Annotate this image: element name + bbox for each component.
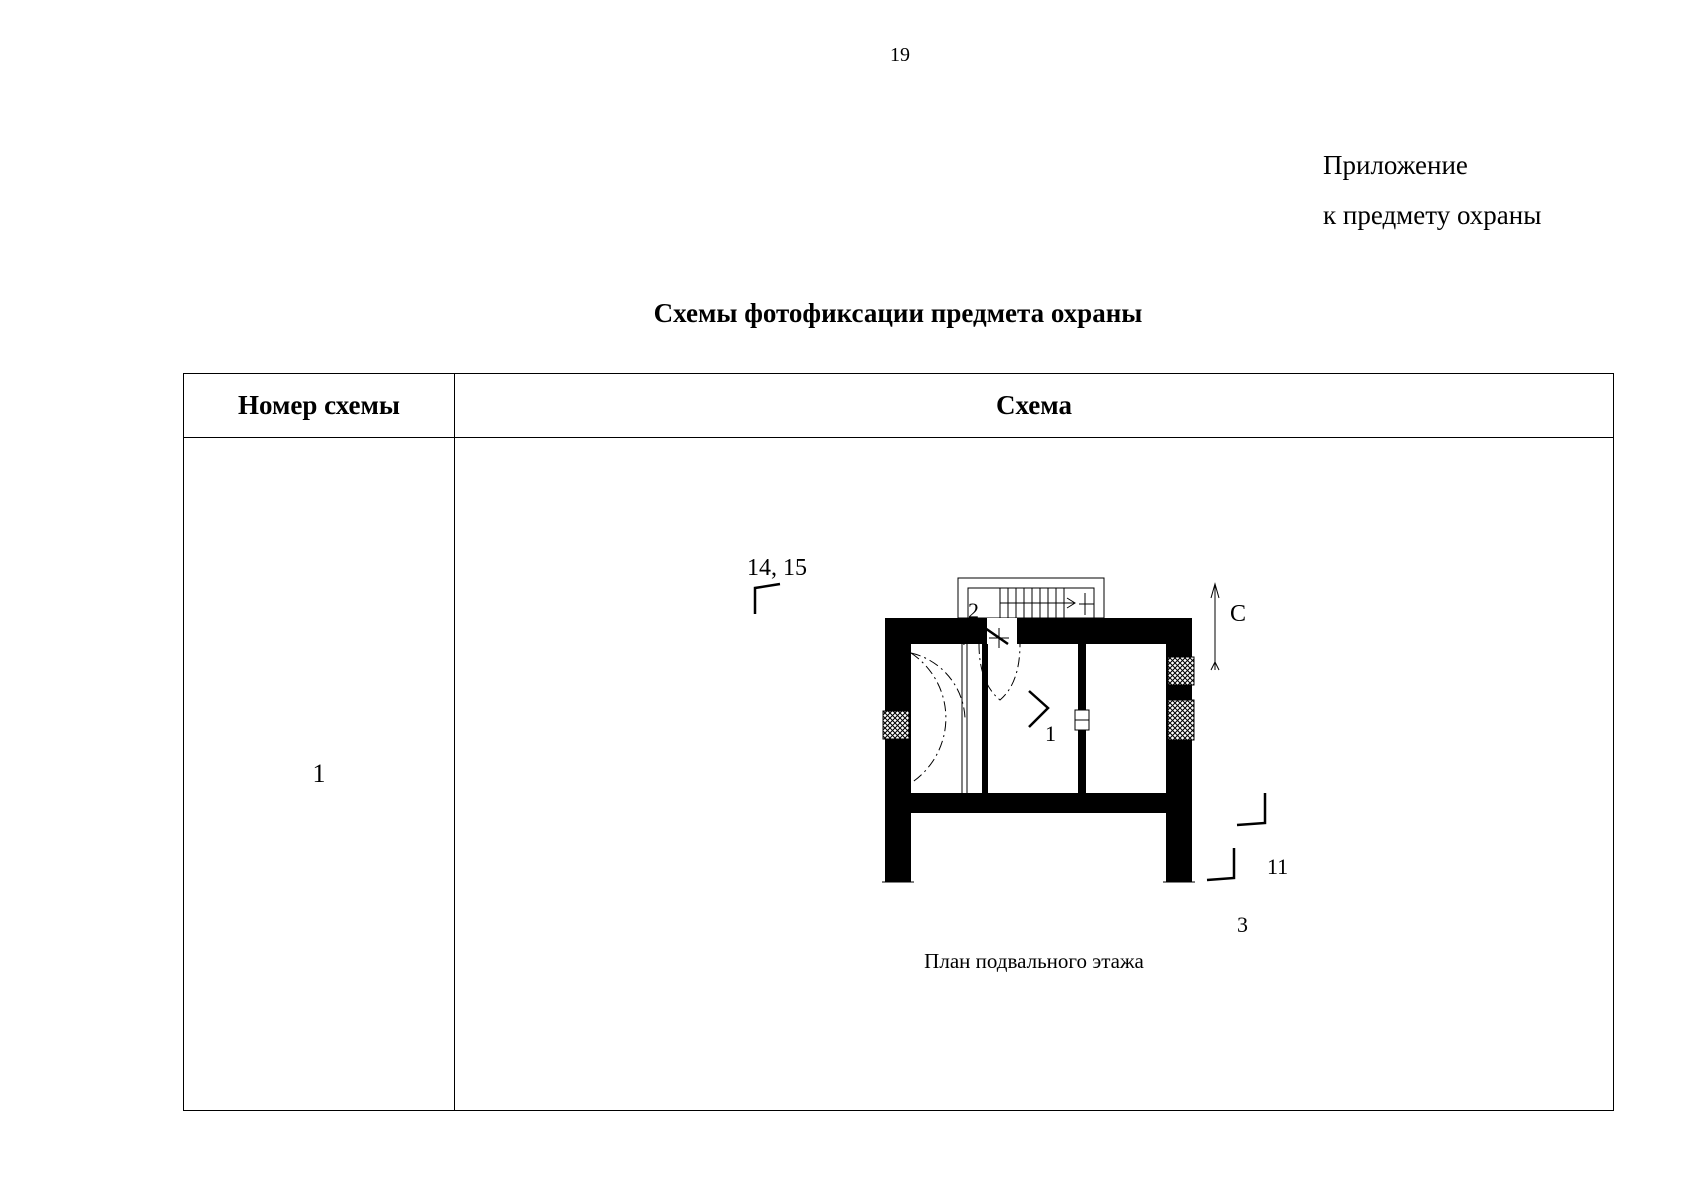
table-row <box>184 438 1614 1111</box>
staircase <box>958 578 1104 618</box>
appendix-block <box>1323 140 1541 240</box>
door-swings <box>911 644 1020 783</box>
table-header-row <box>184 374 1614 438</box>
header-scheme-number: Номер схемы <box>184 374 455 438</box>
walls <box>885 618 1192 882</box>
document-title: Схемы фотофиксации предмета охраны <box>653 298 1143 328</box>
basement-plan-drawing <box>455 438 1613 1110</box>
scheme-number-cell: 1 <box>184 438 455 1111</box>
appendix-line-1: Приложение <box>1323 150 1468 180</box>
schemes-table <box>183 373 1614 1111</box>
north-arrow <box>1211 584 1219 670</box>
header-scheme: Схема <box>455 374 1614 438</box>
scheme-cell <box>455 438 1614 1111</box>
view-label-14-15: 14, 15 <box>747 555 807 581</box>
view-label-1: 1 <box>1045 721 1056 746</box>
view-label-11: 11 <box>1267 854 1289 879</box>
north-label: С <box>1230 601 1247 627</box>
view-label-3: 3 <box>1237 912 1248 937</box>
page-number: 19 <box>890 44 910 66</box>
appendix-line-2: к предмету охраны <box>1323 200 1542 230</box>
plan-caption: План подвального этажа <box>924 949 1144 973</box>
view-label-2: 2 <box>968 598 979 623</box>
